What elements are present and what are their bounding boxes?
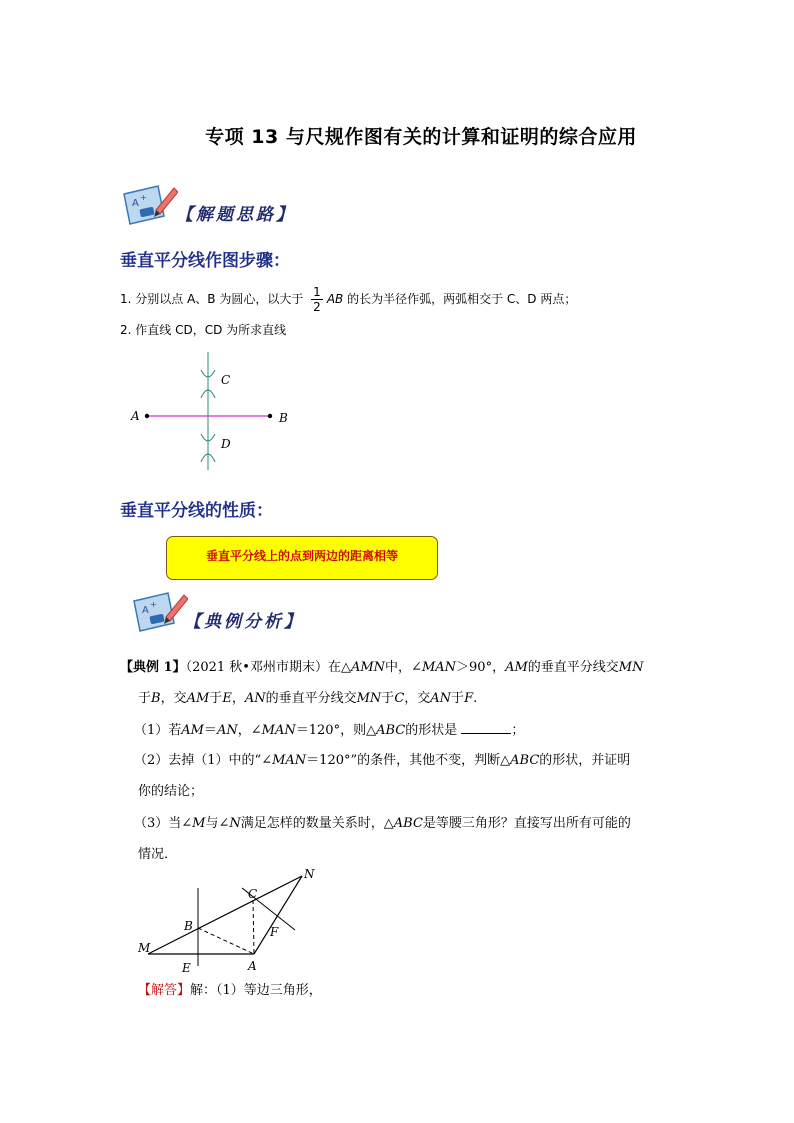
text: ABC bbox=[376, 723, 406, 738]
text: MAN bbox=[261, 723, 296, 738]
fraction-denominator: 2 bbox=[313, 300, 321, 314]
text: 于 bbox=[209, 691, 223, 706]
analysis-banner bbox=[118, 180, 318, 228]
segment-ab: AB bbox=[326, 292, 344, 306]
text: ，交 bbox=[404, 691, 431, 706]
text: 的形状是 bbox=[405, 723, 458, 738]
fraction-numerator: 1 bbox=[313, 285, 321, 299]
text: 的垂直平分线交 bbox=[527, 660, 619, 675]
text: 于 bbox=[138, 691, 152, 706]
text: MAN bbox=[272, 753, 307, 768]
question-2-line-2: 你的结论； bbox=[138, 784, 204, 799]
label-b: B bbox=[184, 919, 193, 933]
text: AN bbox=[430, 691, 452, 706]
text: . bbox=[473, 691, 478, 706]
answer-text: 解：（1）等边三角形， bbox=[190, 983, 322, 998]
label-a: A bbox=[131, 409, 140, 423]
text: ，∠ bbox=[237, 723, 262, 738]
text: ABC bbox=[393, 816, 423, 831]
question-2 bbox=[134, 752, 694, 770]
example-banner-label: 【典例分析】 bbox=[184, 612, 304, 632]
fraction-half bbox=[311, 285, 323, 314]
steps-heading: 垂直平分线作图步骤： bbox=[120, 251, 290, 271]
label-c: C bbox=[221, 373, 231, 387]
text: ＝120°”的条件，其他不变，判断△ bbox=[306, 753, 511, 768]
text: C bbox=[394, 691, 405, 706]
text: ， bbox=[231, 691, 245, 706]
property-text: 垂直平分线上的点到两边的距离相等 bbox=[205, 549, 398, 563]
text: 中，∠ bbox=[385, 660, 422, 675]
text: ，交 bbox=[160, 691, 187, 706]
text: 于 bbox=[451, 691, 465, 706]
text: 的垂直平分线交 bbox=[265, 691, 357, 706]
text: AM bbox=[181, 723, 204, 738]
page-title: 专项 13 与尺规作图有关的计算和证明的综合应用 bbox=[205, 126, 637, 148]
step-2: 2. 作直线 CD，CD 为所求直线 bbox=[120, 323, 287, 337]
answer-tag: 【解答】 bbox=[138, 983, 191, 998]
text: M bbox=[192, 816, 206, 831]
property-box bbox=[166, 536, 438, 580]
svg-text:A: A bbox=[132, 198, 139, 209]
text: ； bbox=[511, 723, 525, 738]
text: AN bbox=[244, 691, 266, 706]
text: MAN bbox=[421, 660, 457, 675]
analysis-banner-label: 【解题思路】 bbox=[176, 205, 296, 225]
svg-text:A: A bbox=[142, 605, 149, 616]
step-1 bbox=[120, 285, 576, 314]
example-line-2 bbox=[138, 690, 698, 708]
text: ＝120°，则△ bbox=[295, 723, 377, 738]
text: AN bbox=[217, 723, 238, 738]
text: 的形状，并证明 bbox=[539, 753, 631, 768]
step-1-prefix: 1. 分别以点 A、B 为圆心，以大于 bbox=[120, 292, 304, 306]
figure-perpendicular-bisector bbox=[125, 352, 305, 472]
label-d: D bbox=[221, 437, 231, 451]
text: AM bbox=[186, 691, 210, 706]
text: B bbox=[151, 691, 161, 706]
text: F bbox=[464, 691, 474, 706]
text: ＝ bbox=[203, 723, 217, 738]
label-n: N bbox=[304, 867, 315, 881]
text: 于 bbox=[381, 691, 395, 706]
figure-triangle bbox=[130, 862, 330, 977]
text: ABC bbox=[510, 753, 540, 768]
label-f: F bbox=[270, 925, 279, 939]
svg-text:+: + bbox=[150, 600, 157, 609]
pencil-note-icon bbox=[118, 180, 178, 228]
text: ＞90°， bbox=[456, 660, 506, 675]
example-line-1 bbox=[120, 659, 690, 677]
example-tag: 【典例 1】 bbox=[120, 660, 186, 675]
text: MN bbox=[618, 660, 644, 675]
label-c: C bbox=[248, 887, 258, 901]
text: （1）若 bbox=[134, 723, 182, 738]
text: N bbox=[229, 816, 241, 831]
question-3 bbox=[134, 815, 694, 833]
property-heading: 垂直平分线的性质： bbox=[120, 501, 273, 521]
answer-blank[interactable] bbox=[461, 721, 511, 734]
step-1-suffix: 的长为半径作弧，两弧相交于 C、D 两点； bbox=[347, 292, 577, 306]
label-e: E bbox=[182, 961, 191, 975]
label-a: A bbox=[248, 959, 257, 973]
question-3-line-2: 情况． bbox=[138, 847, 178, 862]
example-banner bbox=[118, 587, 318, 635]
text: （2021 秋•邓州市期末）在△ bbox=[185, 660, 351, 675]
label-b: B bbox=[279, 411, 288, 425]
text: （3）当∠ bbox=[134, 816, 193, 831]
text: AMN bbox=[350, 660, 386, 675]
text: AM bbox=[505, 660, 528, 675]
text: MN bbox=[356, 691, 382, 706]
svg-text:+: + bbox=[140, 193, 147, 202]
answer-line bbox=[138, 982, 322, 1000]
pencil-note-icon bbox=[128, 587, 188, 635]
text: 与∠ bbox=[205, 816, 230, 831]
text: 满足怎样的数量关系时，△ bbox=[240, 816, 394, 831]
question-1 bbox=[134, 721, 694, 740]
text: （2）去掉（1）中的“∠ bbox=[134, 753, 273, 768]
text: E bbox=[222, 691, 232, 706]
text: 是等腰三角形？直接写出所有可能的 bbox=[422, 816, 631, 831]
label-m: M bbox=[138, 941, 151, 955]
